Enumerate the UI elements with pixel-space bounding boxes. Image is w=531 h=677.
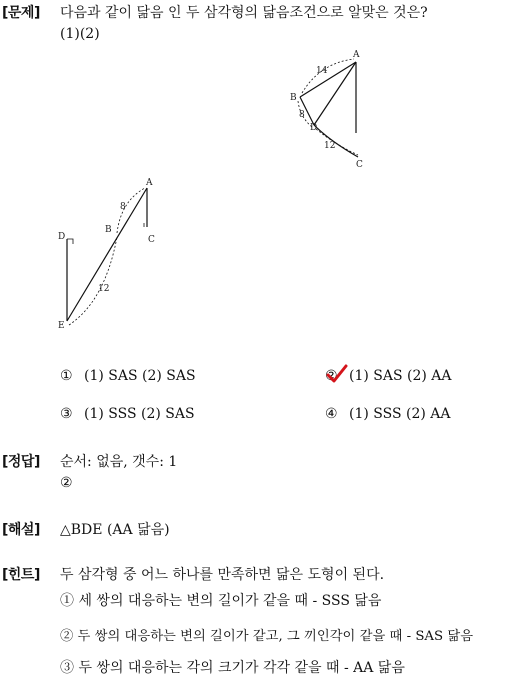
fig2-label-a: A <box>146 178 153 188</box>
fig1-label-a: A <box>353 50 360 60</box>
option-4-text: (1) SSS (2) AA <box>349 406 451 422</box>
option-3-text: (1) SSS (2) SAS <box>84 406 195 422</box>
option-2-number: ② <box>325 368 338 384</box>
option-2-number-wrap <box>325 368 349 384</box>
answer-meta: 순서: 없음, 갯수: 1 <box>60 454 178 470</box>
hint-line-2: ① 세 쌍의 대응하는 변의 길이가 같을 때 - SSS 닮음 <box>60 593 382 609</box>
hint-line-1: 두 삼각형 중 어느 하나를 만족하면 닮은 도형이 된다. <box>60 567 385 583</box>
option-4-number: ④ <box>325 406 338 422</box>
fig1-label-c: C <box>356 160 363 170</box>
option-1[interactable] <box>60 368 196 384</box>
question-text: 다음과 같이 닮음 인 두 삼각형의 닮음조건으로 알맞은 것은? <box>60 5 428 21</box>
option-3-number: ③ <box>60 406 73 422</box>
fig1-side-14: 14 <box>316 66 328 76</box>
option-1-number: ① <box>60 368 73 384</box>
option-1-text: (1) SAS (2) SAS <box>84 368 196 384</box>
option-4[interactable] <box>325 406 451 422</box>
fig2-label-b: B <box>105 225 112 235</box>
fig2-side-8: 8 <box>120 202 126 212</box>
hint-line-3: ② 두 쌍의 대응하는 변의 길이가 같고, 그 끼인각이 같을 때 - SAS 닮음 <box>60 629 474 644</box>
fig2-side-12: 12 <box>98 284 110 294</box>
hint-label: [힌트] <box>2 567 40 583</box>
question-sub: (1)(2) <box>60 26 100 42</box>
fig1-side-12: 12 <box>324 141 336 151</box>
answer-value: ② <box>60 475 73 491</box>
option-3[interactable] <box>60 406 195 422</box>
answer-label: [정답] <box>2 454 40 470</box>
fig1-label-d: D <box>310 123 318 133</box>
option-2[interactable] <box>325 368 452 384</box>
triangle-figure-1 <box>280 45 370 175</box>
option-2-text: (1) SAS (2) AA <box>349 368 452 384</box>
fig2-label-d: D <box>58 232 66 242</box>
explanation-label: [해설] <box>2 522 40 538</box>
explanation-text: △BDE (AA 닮음) <box>60 522 170 538</box>
checkmark-icon <box>326 364 348 384</box>
fig2-label-c: C <box>148 235 155 245</box>
fig2-label-e: E <box>58 321 65 331</box>
fig1-side-8: 8 <box>299 110 305 120</box>
fig1-label-b: B <box>290 93 297 103</box>
question-label: [문제] <box>2 5 40 21</box>
hint-line-4: ③ 두 쌍의 대응하는 각의 크기가 각각 같을 때 - AA 닮음 <box>60 660 405 676</box>
triangle-figure-2 <box>55 175 165 335</box>
